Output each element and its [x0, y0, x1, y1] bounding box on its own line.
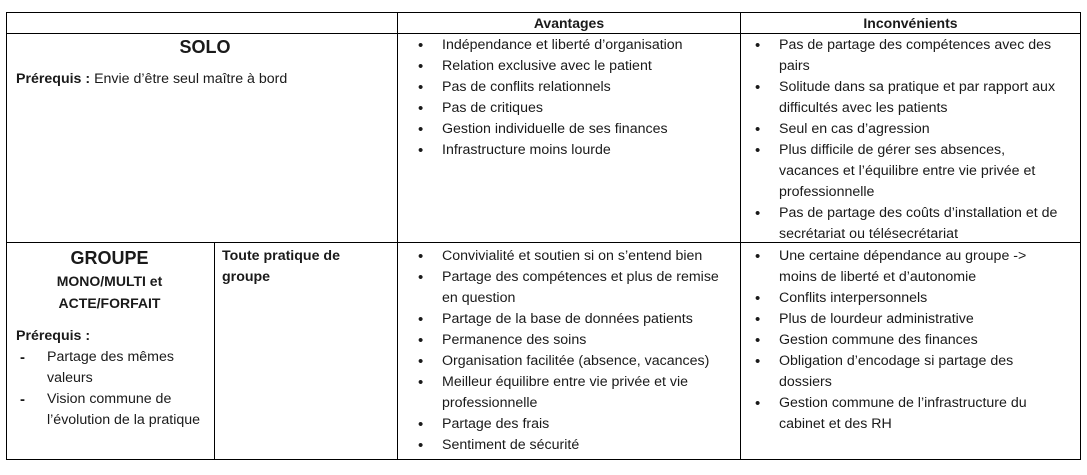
list-item: • Organisation facilitée (absence, vacances) [405, 351, 735, 372]
list-item: • Meilleur équilibre entre vie privée et vie professionnelle [405, 372, 735, 414]
table-border-top [6, 12, 1081, 13]
table-border-left [6, 12, 7, 460]
list-item: • Plus de lourdeur administrative [742, 309, 1067, 330]
groupe-practice-label: Toute pratique de groupe [222, 248, 340, 285]
list-item: • Relation exclusive avec le patient [405, 56, 735, 77]
groupe-subtitle-1: MONO/MULTI et [56, 273, 163, 289]
solo-prerequis-label: Prérequis : [16, 71, 91, 87]
solo-inconvenients-cell [742, 35, 1067, 245]
list-item: - Partage des mêmes valeurs [12, 347, 207, 389]
header-divider [6, 33, 1081, 34]
list-item: • Partage des frais [405, 414, 735, 435]
groupe-inner-divider [214, 242, 215, 460]
list-item: • Sentiment de sécurité [405, 435, 735, 456]
solo-avantages-list [405, 35, 735, 161]
list-item: • Plus difficile de gérer ses absences, vacances et l’équilibre entre vie privée et professionnelle [742, 140, 1067, 203]
groupe-title: GROUPE [70, 248, 149, 268]
list-item: • Pas de critiques [405, 98, 735, 119]
groupe-inconvenients-cell [742, 246, 1067, 435]
list-item: • Seul en cas d’agression [742, 119, 1067, 140]
list-item: • Convivialité et soutien si on s’entend bien [405, 246, 735, 267]
list-item: • Permanence des soins [405, 330, 735, 351]
table-border-right [1080, 12, 1081, 460]
header-avantages: Avantages [533, 15, 605, 31]
list-item: • Pas de conflits relationnels [405, 77, 735, 98]
list-item: • Gestion individuelle de ses finances [405, 119, 735, 140]
column-divider-2 [740, 12, 741, 460]
table-border-bottom [6, 459, 1081, 460]
list-item: • Pas de partage des compétences avec des pairs [742, 35, 1067, 77]
header-inconvenients: Inconvénients [863, 15, 958, 31]
list-item: • Obligation d’encodage si partage des dossiers [742, 351, 1067, 393]
groupe-prerequis-list [12, 347, 207, 431]
groupe-description-cell [12, 246, 207, 431]
solo-inconvenients-list [742, 35, 1067, 245]
list-item: • Infrastructure moins lourde [405, 140, 735, 161]
solo-description-cell [16, 36, 394, 90]
list-item: • Gestion commune de l’infrastructure du cabinet et des RH [742, 393, 1067, 435]
solo-prerequis-text: Envie d’être seul maître à bord [94, 71, 288, 87]
list-item: • Pas de partage des coûts d’installation et de secrétariat ou télésecrétariat [742, 203, 1067, 245]
groupe-avantages-list [405, 246, 735, 456]
list-item: • Indépendance et liberté d’organisation [405, 35, 735, 56]
list-item: • Une certaine dépendance au groupe -> moins de liberté et d’autonomie [742, 246, 1067, 288]
column-divider-1 [397, 12, 398, 460]
groupe-prerequis-label: Prérequis : [16, 328, 91, 344]
list-item: • Partage de la base de données patients [405, 309, 735, 330]
solo-prerequis [16, 69, 394, 90]
groupe-inconvenients-list [742, 246, 1067, 435]
list-item: • Conflits interpersonnels [742, 288, 1067, 309]
list-item: - Vision commune de l’évolution de la pratique [12, 389, 207, 431]
solo-title: SOLO [179, 37, 231, 57]
list-item: • Partage des compétences et plus de remise en question [405, 267, 735, 309]
groupe-subtitle-2: ACTE/FORFAIT [58, 295, 161, 311]
groupe-avantages-cell [405, 246, 735, 456]
solo-avantages-cell [405, 35, 735, 161]
list-item: • Solitude dans sa pratique et par rapport aux difficultés avec les patients [742, 77, 1067, 119]
list-item: • Gestion commune des finances [742, 330, 1067, 351]
